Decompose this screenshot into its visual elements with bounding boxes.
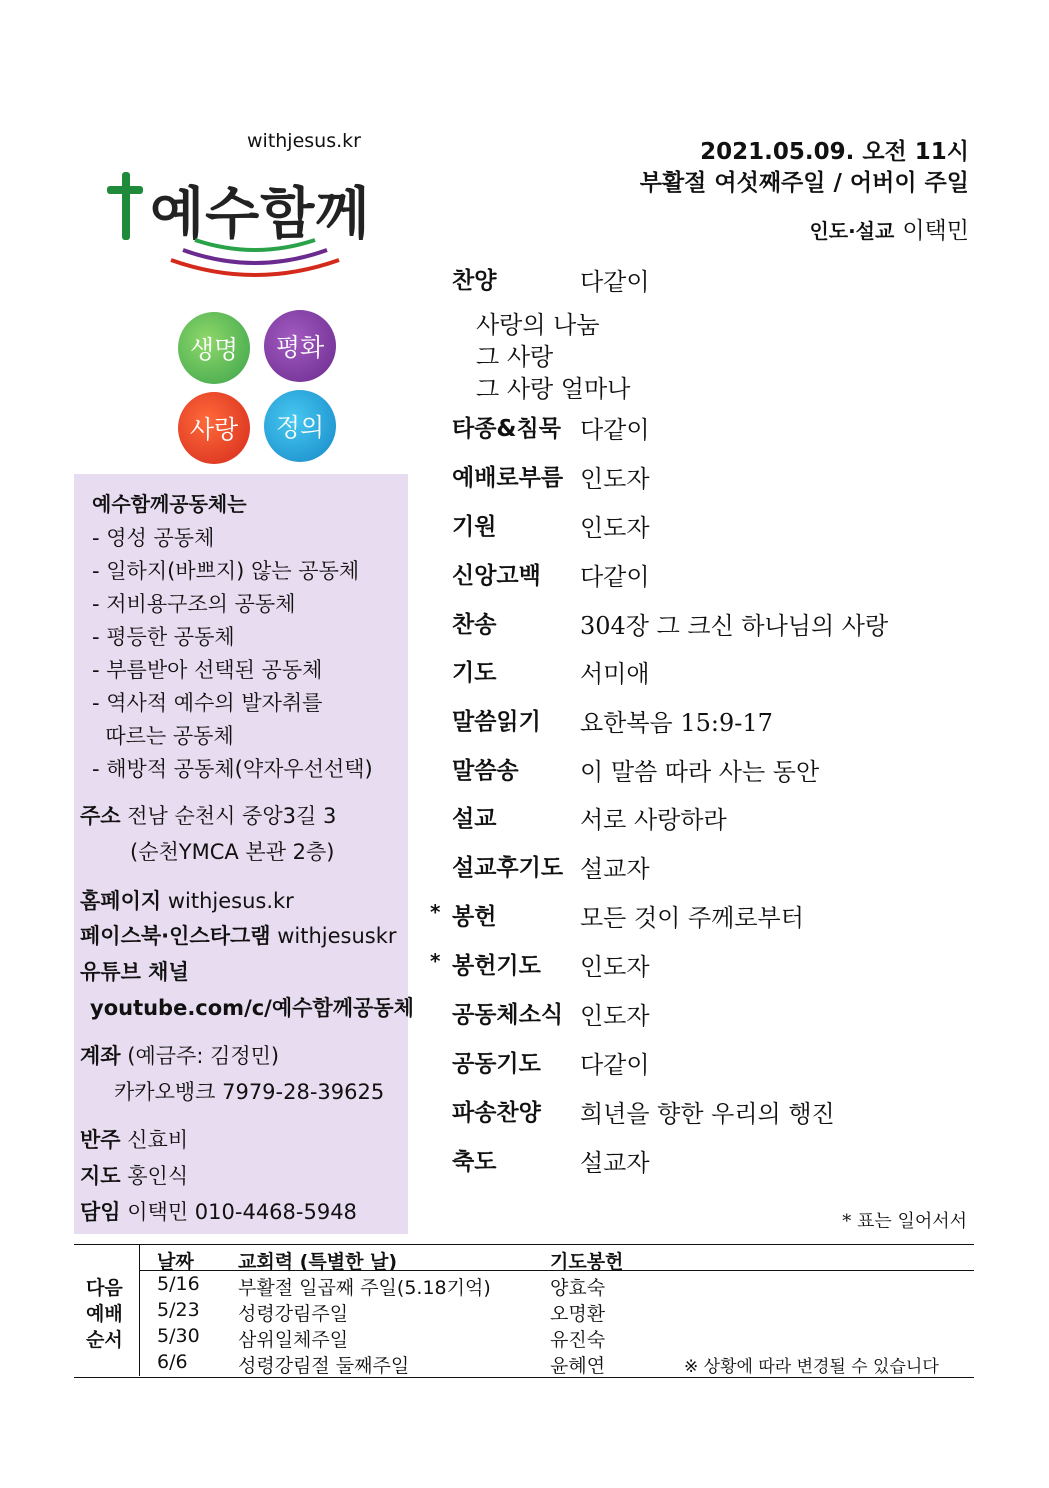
order-value: 설교자	[580, 1149, 650, 1177]
order-value: 인도자	[580, 514, 650, 542]
youtube-link[interactable]: youtube.com/c/예수함께공동체	[90, 996, 414, 1020]
account-number: 카카오뱅크 7979-28-39625	[114, 1080, 385, 1104]
table-row-person: 윤혜연	[550, 1355, 606, 1377]
order-label: 찬송	[452, 612, 497, 638]
order-value: 다같이	[580, 1051, 650, 1079]
order-label: 신앙고백	[452, 563, 541, 589]
standing-marker: *	[430, 949, 441, 973]
service-leader	[809, 212, 969, 245]
schedule-note: ※ 상황에 따라 변경될 수 있습니다	[684, 1357, 939, 1377]
list-item: - 해방적 공동체(약자우선선택)	[92, 757, 373, 781]
sns-line	[80, 920, 397, 950]
standing-note: * 표는 일어서서	[842, 1211, 967, 1232]
value-circle-love: 사랑	[178, 392, 250, 464]
order-label: 찬양	[452, 268, 497, 294]
guide-line: 지도 홍인식	[80, 1164, 189, 1188]
order-row	[430, 996, 970, 1030]
list-item: 따르는 공동체	[92, 724, 234, 748]
pastor-line: 담임 이택민 010-4468-5948	[80, 1200, 357, 1224]
order-label: 기원	[452, 514, 497, 540]
order-row	[430, 947, 970, 981]
logo-arcs-icon	[165, 232, 345, 280]
value-circle-peace: 평화	[264, 310, 336, 382]
order-label: 말씀읽기	[452, 709, 541, 735]
schedule-side-label: 순서	[86, 1329, 123, 1351]
order-value: 모든 것이 주께로부터	[580, 904, 804, 932]
order-row	[430, 800, 970, 834]
schedule-header-person: 기도봉헌	[550, 1251, 624, 1273]
leader-label: 인도·설교	[809, 219, 895, 243]
order-value: 인도자	[580, 465, 650, 493]
order-row	[430, 557, 970, 591]
song-item: 그 사랑 얼마나	[476, 375, 631, 403]
list-item: - 일하지(바쁘지) 않는 공동체	[92, 559, 360, 583]
value-circle-life: 생명	[178, 312, 250, 384]
order-row	[430, 703, 970, 737]
community-list	[92, 522, 373, 786]
list-item: - 저비용구조의 공동체	[92, 592, 296, 616]
table-row-event: 성령강림절 둘째주일	[238, 1355, 410, 1377]
order-value: 304장 그 크신 하나님의 사랑	[580, 612, 889, 640]
order-row	[430, 898, 970, 932]
song-item: 사랑의 나눔	[476, 311, 600, 339]
order-row	[430, 410, 970, 444]
address-line-2: (순천YMCA 본관 2층)	[130, 840, 335, 864]
order-value: 서로 사랑하라	[580, 806, 727, 834]
order-value: 인도자	[580, 1002, 650, 1030]
leader-name: 이택민	[902, 218, 969, 244]
youtube-label: 유튜브 채널	[80, 960, 189, 984]
order-label: 설교후기도	[452, 855, 564, 881]
accompanist-line: 반주 신효비	[80, 1128, 189, 1152]
homepage-label: 홈페이지	[80, 889, 162, 913]
order-value: 서미애	[580, 660, 650, 688]
account-holder: (예금주: 김정민)	[127, 1044, 280, 1068]
order-row	[430, 654, 970, 688]
list-item: - 역사적 예수의 발자취를	[92, 691, 323, 715]
site-url[interactable]: withjesus.kr	[247, 130, 361, 152]
order-value: 다같이	[580, 563, 650, 591]
address: 전남 순천시 중앙3길 3	[127, 804, 337, 828]
order-row	[430, 262, 970, 296]
order-value: 이 말씀 따라 사는 동안	[580, 758, 820, 786]
table-row-event: 성령강림주일	[238, 1303, 349, 1325]
order-row	[430, 1045, 970, 1079]
order-value: 희년을 향한 우리의 행진	[580, 1100, 835, 1128]
cross-icon	[105, 170, 145, 242]
order-label: 설교	[452, 806, 497, 832]
account-line	[80, 1040, 279, 1070]
order-label: 공동기도	[452, 1051, 541, 1077]
order-value: 다같이	[580, 416, 650, 444]
order-row	[430, 508, 970, 542]
sns-link[interactable]: withjesuskr	[277, 924, 397, 948]
logo-name: 예수함께	[150, 182, 371, 247]
schedule-side-label: 다음	[86, 1277, 123, 1299]
address-label: 주소	[80, 804, 121, 828]
table-row-event: 부활절 일곱째 주일(5.18기억)	[238, 1277, 491, 1299]
order-row	[430, 1143, 970, 1177]
table-row-person: 오명환	[550, 1303, 606, 1325]
list-item: - 평등한 공동체	[92, 625, 235, 649]
order-label: 파송찬양	[452, 1100, 541, 1126]
table-row-event: 삼위일체주일	[238, 1329, 349, 1351]
song-item: 그 사랑	[476, 343, 554, 371]
homepage-line	[80, 885, 294, 915]
community-title: 예수함께공동체는	[92, 492, 247, 516]
value-circle-justice: 정의	[264, 390, 336, 462]
order-row	[430, 459, 970, 493]
order-row	[430, 606, 970, 640]
table-row-date: 5/16	[157, 1273, 200, 1295]
order-row	[430, 849, 970, 883]
service-title: 부활절 여섯째주일 / 어버이 주일	[639, 170, 969, 196]
table-row-person: 유진숙	[550, 1329, 606, 1351]
homepage-link[interactable]: withjesus.kr	[167, 889, 294, 913]
order-row	[430, 752, 970, 786]
order-label: 축도	[452, 1149, 497, 1175]
table-row-person: 양효숙	[550, 1277, 606, 1299]
list-item: - 부름받아 선택된 공동체	[92, 658, 323, 682]
service-date: 2021.05.09. 오전 11시	[700, 139, 969, 165]
order-label: 공동체소식	[452, 1002, 564, 1028]
order-row	[430, 1094, 970, 1128]
address-line	[80, 800, 336, 830]
order-label: 기도	[452, 660, 497, 686]
account-label: 계좌	[80, 1044, 121, 1068]
order-value: 인도자	[580, 953, 650, 981]
table-row-date: 5/30	[157, 1325, 200, 1347]
order-label: 봉헌	[452, 904, 497, 930]
order-value: 요한복음 15:9-17	[580, 709, 773, 737]
list-item: - 영성 공동체	[92, 526, 215, 550]
order-label: 타종&침묵	[452, 416, 561, 442]
order-value: 다같이	[580, 268, 650, 296]
order-label: 봉헌기도	[452, 953, 541, 979]
order-label: 말씀송	[452, 758, 519, 784]
divider	[139, 1244, 140, 1376]
order-label: 예배로부름	[452, 465, 564, 491]
schedule-header-event: 교회력 (특별한 날)	[238, 1251, 398, 1273]
standing-marker: *	[430, 900, 441, 924]
schedule-header-date: 날짜	[157, 1251, 194, 1273]
schedule-side-label: 예배	[86, 1303, 123, 1325]
table-row-date: 6/6	[157, 1351, 188, 1373]
sns-label: 페이스북·인스타그램	[80, 924, 271, 948]
table-row-date: 5/23	[157, 1299, 200, 1321]
order-value: 설교자	[580, 855, 650, 883]
